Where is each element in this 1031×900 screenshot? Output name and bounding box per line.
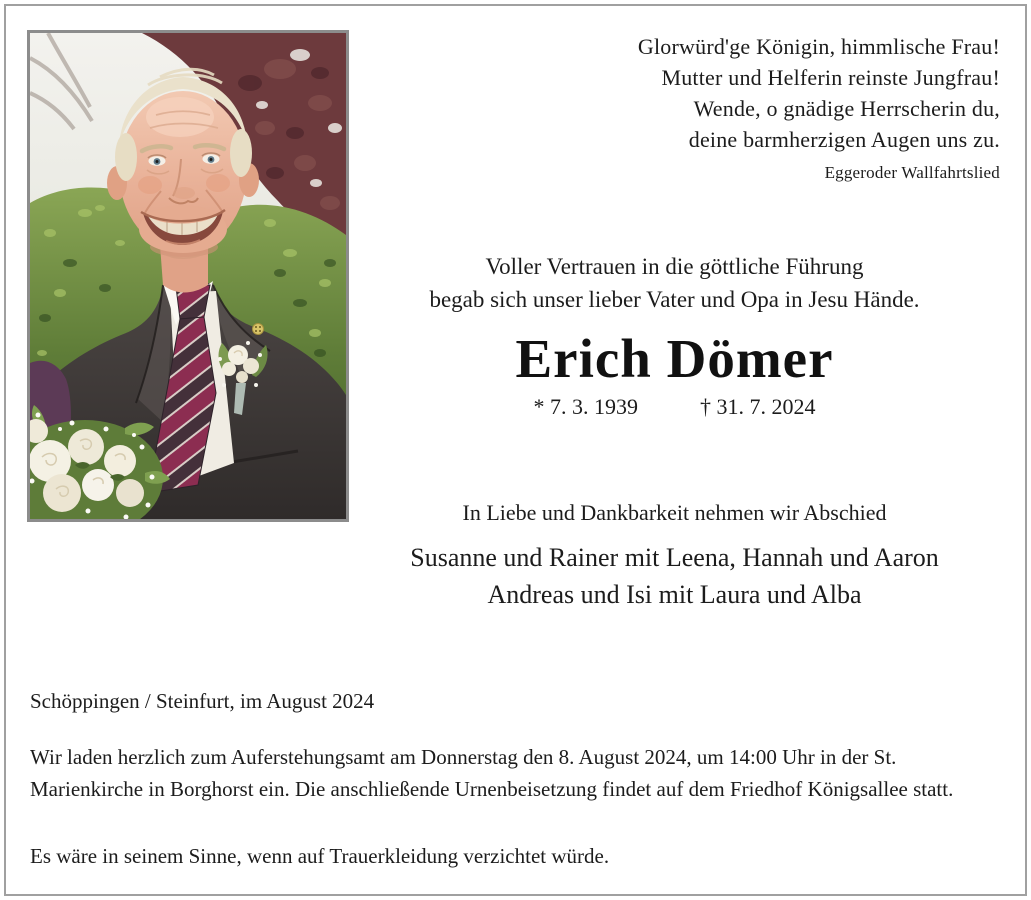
deceased-name: Erich Dömer bbox=[515, 328, 834, 389]
verse-line: Glorwürd'ge Königin, himmlische Frau! bbox=[637, 34, 1000, 59]
photo-frame bbox=[27, 30, 349, 522]
family-names bbox=[348, 539, 1001, 613]
life-dates bbox=[348, 394, 1001, 419]
dress-code-note: Es wäre in seinem Sinne, wenn auf Trauerkleidung verzichtet würde. bbox=[30, 844, 610, 868]
family-line: Susanne und Rainer mit Leena, Hannah und Aaron bbox=[410, 543, 939, 572]
verse-line: deine barmherzigen Augen uns zu. bbox=[688, 127, 1000, 152]
invitation-paragraph: Wir laden herzlich zum Auferstehungsamt am Donnerstag den 8. August 2024, um 14:00 Uhr in der St. Marienkirche in Borghorst ein. Die anschließende Urnenbeisetzung findet auf dem Friedhof Königsallee statt. bbox=[30, 745, 954, 801]
place-date-line: Schöppingen / Steinfurt, im August 2024 bbox=[30, 689, 375, 713]
birth-date: * 7. 3. 1939 bbox=[533, 394, 638, 419]
memorial-verse bbox=[638, 31, 1000, 184]
announcement-line: Voller Vertrauen in die göttliche Führung bbox=[485, 254, 864, 279]
verse-line: Wende, o gnädige Herrscherin du, bbox=[693, 96, 1000, 121]
verse-attribution: Eggeroder Wallfahrtslied bbox=[824, 163, 1000, 182]
lapel-pin bbox=[253, 324, 264, 335]
family-line: Andreas und Isi mit Laura und Alba bbox=[487, 580, 862, 609]
announcement-line: begab sich unser lieber Vater und Opa in Jesu Hände. bbox=[429, 287, 920, 312]
farewell-intro: In Liebe und Dankbarkeit nehmen wir Abschied bbox=[462, 500, 887, 525]
announcement bbox=[348, 250, 1001, 316]
verse-line: Mutter und Helferin reinste Jungfrau! bbox=[661, 65, 1000, 90]
portrait-photo bbox=[30, 33, 346, 519]
death-date: † 31. 7. 2024 bbox=[700, 394, 816, 419]
